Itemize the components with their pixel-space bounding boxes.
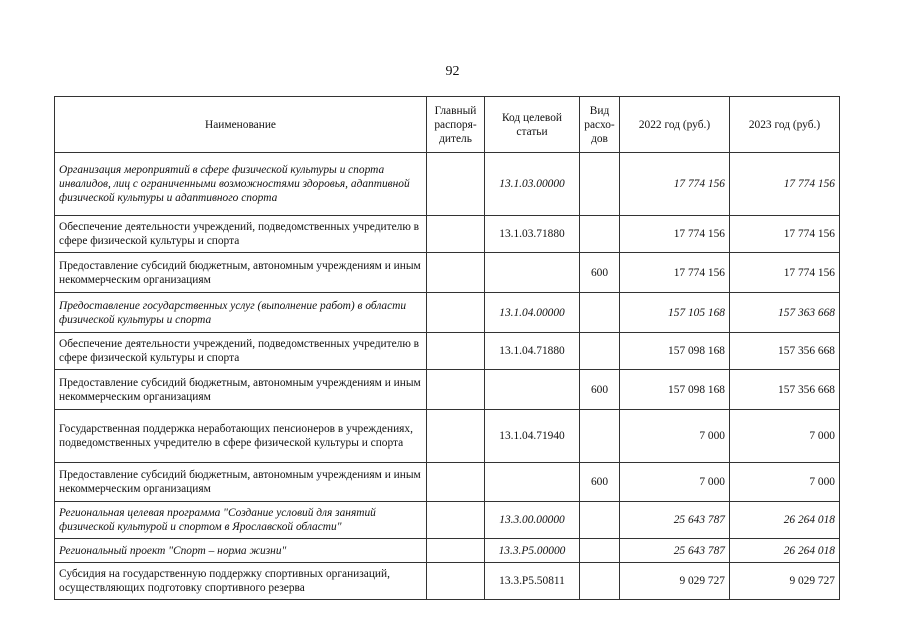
cell-2022: 17 774 156 [620, 153, 730, 216]
cell-2023: 26 264 018 [730, 502, 840, 539]
cell-2023: 17 774 156 [730, 216, 840, 253]
cell-exp-type [580, 153, 620, 216]
cell-2022: 25 643 787 [620, 539, 730, 563]
table-row [55, 153, 840, 216]
cell-admin [427, 293, 485, 333]
table-row [55, 216, 840, 253]
cell-name: Организация мероприятий в сфере физической культуры и спорта инвалидов, лиц с ограниченными возможностями здоровья, адаптивной физической культуры и адаптивного спорта [55, 153, 427, 216]
header-exp-type: Вид расхо-дов [580, 97, 620, 153]
header-name: Наименование [55, 97, 427, 153]
cell-2022: 17 774 156 [620, 253, 730, 293]
cell-name: Предоставление субсидий бюджетным, автономным учреждениям и иным некоммерческим организациям [55, 253, 427, 293]
table-row [55, 253, 840, 293]
cell-2022: 7 000 [620, 463, 730, 502]
cell-code: 13.3.00.00000 [485, 502, 580, 539]
cell-exp-type: 600 [580, 370, 620, 410]
header-2023: 2023 год (руб.) [730, 97, 840, 153]
cell-code: 13.1.03.00000 [485, 153, 580, 216]
cell-2023: 17 774 156 [730, 253, 840, 293]
cell-2022: 157 098 168 [620, 370, 730, 410]
cell-name: Предоставление субсидий бюджетным, автономным учреждениям и иным некоммерческим организациям [55, 370, 427, 410]
page-number: 92 [445, 64, 460, 79]
cell-code [485, 253, 580, 293]
cell-admin [427, 563, 485, 600]
cell-code [485, 370, 580, 410]
cell-2022: 157 105 168 [620, 293, 730, 333]
cell-exp-type [580, 293, 620, 333]
cell-name: Региональная целевая программа "Создание условий для занятий физической культурой и спортом в Ярославской области" [55, 502, 427, 539]
cell-code: 13.1.04.00000 [485, 293, 580, 333]
table-row [55, 563, 840, 600]
cell-2023: 26 264 018 [730, 539, 840, 563]
cell-2023: 157 363 668 [730, 293, 840, 333]
cell-exp-type: 600 [580, 463, 620, 502]
cell-2022: 25 643 787 [620, 502, 730, 539]
cell-admin [427, 539, 485, 563]
cell-admin [427, 253, 485, 293]
cell-2023: 7 000 [730, 410, 840, 463]
cell-name: Обеспечение деятельности учреждений, подведомственных учредителю в сфере физической культуры и спорта [55, 216, 427, 253]
cell-admin [427, 153, 485, 216]
cell-name: Государственная поддержка неработающих пенсионеров в учреждениях, подведомственных учредителю в сфере физической культуры и спорта [55, 410, 427, 463]
cell-name: Региональный проект "Спорт – норма жизни" [55, 539, 427, 563]
cell-2022: 17 774 156 [620, 216, 730, 253]
cell-2023: 157 356 668 [730, 333, 840, 370]
cell-admin [427, 333, 485, 370]
table-row [55, 333, 840, 370]
header-row [55, 97, 840, 153]
cell-exp-type [580, 502, 620, 539]
cell-2022: 157 098 168 [620, 333, 730, 370]
cell-code: 13.1.04.71940 [485, 410, 580, 463]
cell-code: 13.1.04.71880 [485, 333, 580, 370]
cell-2023: 7 000 [730, 463, 840, 502]
cell-exp-type [580, 539, 620, 563]
cell-code: 13.3.P5.00000 [485, 539, 580, 563]
table-row [55, 370, 840, 410]
cell-name: Предоставление государственных услуг (выполнение работ) в области физической культуры и спорта [55, 293, 427, 333]
cell-2023: 17 774 156 [730, 153, 840, 216]
table-row [55, 463, 840, 502]
cell-exp-type: 600 [580, 253, 620, 293]
cell-admin [427, 216, 485, 253]
cell-2022: 7 000 [620, 410, 730, 463]
cell-exp-type [580, 410, 620, 463]
cell-admin [427, 463, 485, 502]
cell-code: 13.3.P5.50811 [485, 563, 580, 600]
cell-2023: 157 356 668 [730, 370, 840, 410]
cell-admin [427, 502, 485, 539]
cell-name: Предоставление субсидий бюджетным, автономным учреждениям и иным некоммерческим организациям [55, 463, 427, 502]
cell-code [485, 463, 580, 502]
table-row [55, 410, 840, 463]
cell-admin [427, 410, 485, 463]
cell-2022: 9 029 727 [620, 563, 730, 600]
header-2022: 2022 год (руб.) [620, 97, 730, 153]
header-code: Код целевой статьи [485, 97, 580, 153]
cell-name: Обеспечение деятельности учреждений, подведомственных учредителю в сфере физической культуры и спорта [55, 333, 427, 370]
cell-exp-type [580, 333, 620, 370]
table-row [55, 293, 840, 333]
cell-exp-type [580, 216, 620, 253]
cell-admin [427, 370, 485, 410]
cell-2023: 9 029 727 [730, 563, 840, 600]
table-row [55, 502, 840, 539]
cell-code: 13.1.03.71880 [485, 216, 580, 253]
cell-name: Субсидия на государственную поддержку спортивных организаций, осуществляющих подготовку спортивного резерва [55, 563, 427, 600]
budget-table [54, 96, 840, 600]
header-admin: Главный распоря-дитель [427, 97, 485, 153]
table-row [55, 539, 840, 563]
cell-exp-type [580, 563, 620, 600]
